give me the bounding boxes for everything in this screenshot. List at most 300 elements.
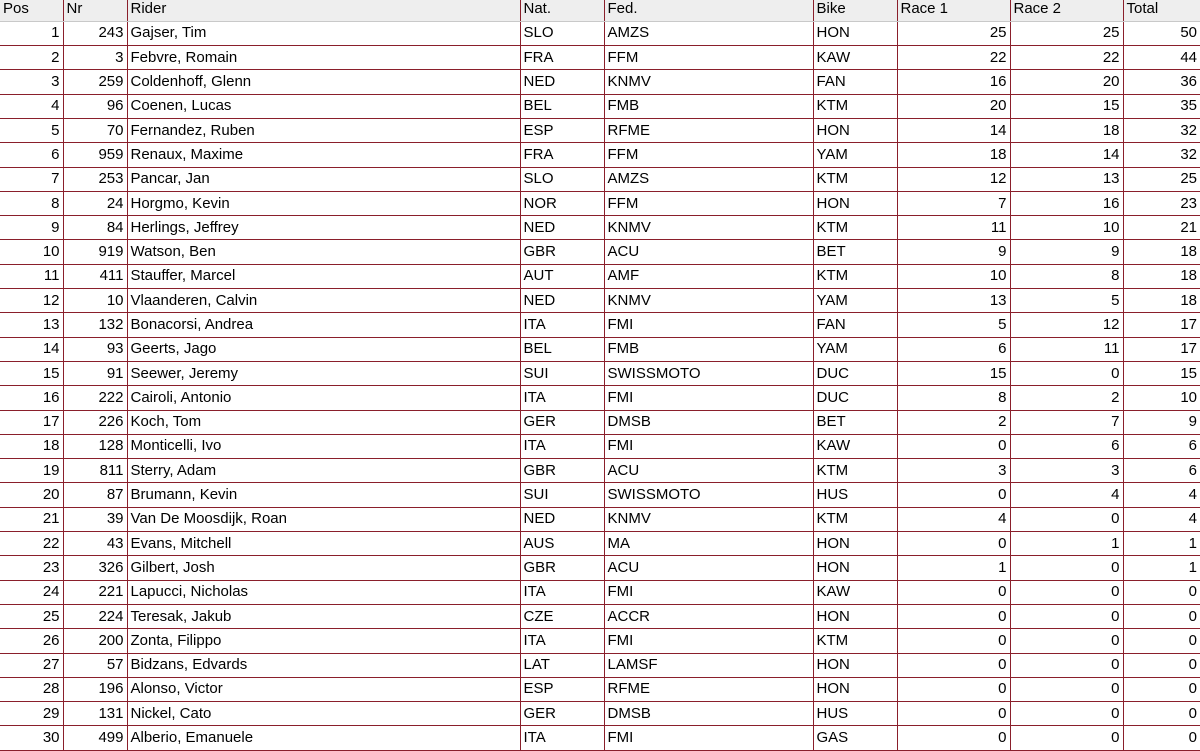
cell-pos: 9: [0, 216, 63, 240]
table-row: [0, 264, 1200, 288]
cell-nat: BEL: [520, 337, 604, 361]
cell-total: 0: [1123, 580, 1200, 604]
cell-nr: 919: [63, 240, 127, 264]
cell-pos: 22: [0, 532, 63, 556]
cell-rider: Van De Moosdijk, Roan: [127, 507, 520, 531]
cell-pos: 19: [0, 459, 63, 483]
table-row: [0, 143, 1200, 167]
cell-rider: Alberio, Emanuele: [127, 726, 520, 750]
cell-race2: 15: [1010, 94, 1123, 118]
cell-nat: FRA: [520, 143, 604, 167]
cell-pos: 3: [0, 70, 63, 94]
cell-pos: 15: [0, 361, 63, 385]
cell-race2: 5: [1010, 289, 1123, 313]
cell-pos: 28: [0, 677, 63, 701]
table-row: [0, 653, 1200, 677]
cell-pos: 6: [0, 143, 63, 167]
table-row: [0, 167, 1200, 191]
cell-race2: 2: [1010, 386, 1123, 410]
header-total: Total: [1123, 0, 1200, 21]
cell-race2: 10: [1010, 216, 1123, 240]
cell-bike: KTM: [813, 459, 897, 483]
results-body: [0, 21, 1200, 750]
table-row: [0, 702, 1200, 726]
cell-fed: KNMV: [604, 216, 813, 240]
cell-race2: 1: [1010, 532, 1123, 556]
cell-race2: 6: [1010, 434, 1123, 458]
cell-nr: 84: [63, 216, 127, 240]
cell-rider: Nickel, Cato: [127, 702, 520, 726]
cell-rider: Vlaanderen, Calvin: [127, 289, 520, 313]
cell-fed: RFME: [604, 677, 813, 701]
cell-nr: 57: [63, 653, 127, 677]
cell-race2: 0: [1010, 361, 1123, 385]
cell-nr: 43: [63, 532, 127, 556]
cell-rider: Renaux, Maxime: [127, 143, 520, 167]
table-row: [0, 580, 1200, 604]
cell-race2: 3: [1010, 459, 1123, 483]
cell-fed: AMZS: [604, 167, 813, 191]
cell-race1: 4: [897, 507, 1010, 531]
cell-nat: SUI: [520, 483, 604, 507]
cell-race1: 12: [897, 167, 1010, 191]
table-row: [0, 191, 1200, 215]
header-bike: Bike: [813, 0, 897, 21]
cell-total: 4: [1123, 483, 1200, 507]
table-row: [0, 118, 1200, 142]
cell-nr: 87: [63, 483, 127, 507]
cell-nr: 499: [63, 726, 127, 750]
table-row: [0, 70, 1200, 94]
cell-bike: YAM: [813, 337, 897, 361]
cell-race2: 9: [1010, 240, 1123, 264]
cell-total: 4: [1123, 507, 1200, 531]
cell-bike: HON: [813, 118, 897, 142]
cell-race1: 18: [897, 143, 1010, 167]
cell-nr: 24: [63, 191, 127, 215]
cell-nr: 222: [63, 386, 127, 410]
cell-race1: 14: [897, 118, 1010, 142]
table-row: [0, 337, 1200, 361]
cell-nat: NOR: [520, 191, 604, 215]
cell-race2: 0: [1010, 604, 1123, 628]
cell-bike: KTM: [813, 216, 897, 240]
cell-race1: 0: [897, 653, 1010, 677]
cell-bike: HON: [813, 677, 897, 701]
cell-nr: 70: [63, 118, 127, 142]
cell-fed: FMI: [604, 629, 813, 653]
table-row: [0, 410, 1200, 434]
cell-fed: FMI: [604, 726, 813, 750]
cell-race1: 0: [897, 726, 1010, 750]
cell-nr: 93: [63, 337, 127, 361]
cell-rider: Horgmo, Kevin: [127, 191, 520, 215]
cell-race1: 0: [897, 702, 1010, 726]
cell-race2: 16: [1010, 191, 1123, 215]
cell-nr: 196: [63, 677, 127, 701]
cell-total: 18: [1123, 289, 1200, 313]
cell-nat: NED: [520, 216, 604, 240]
cell-nr: 39: [63, 507, 127, 531]
cell-race2: 8: [1010, 264, 1123, 288]
cell-nat: LAT: [520, 653, 604, 677]
header-nat: Nat.: [520, 0, 604, 21]
cell-race2: 12: [1010, 313, 1123, 337]
cell-pos: 21: [0, 507, 63, 531]
cell-bike: KTM: [813, 167, 897, 191]
cell-fed: RFME: [604, 118, 813, 142]
cell-rider: Coenen, Lucas: [127, 94, 520, 118]
cell-pos: 8: [0, 191, 63, 215]
cell-pos: 25: [0, 604, 63, 628]
cell-total: 9: [1123, 410, 1200, 434]
cell-nat: ESP: [520, 118, 604, 142]
cell-fed: FMB: [604, 94, 813, 118]
cell-nr: 811: [63, 459, 127, 483]
cell-race2: 0: [1010, 653, 1123, 677]
cell-bike: KAW: [813, 434, 897, 458]
cell-fed: AMZS: [604, 21, 813, 45]
header-pos: Pos: [0, 0, 63, 21]
table-row: [0, 386, 1200, 410]
table-row: [0, 21, 1200, 45]
cell-race2: 4: [1010, 483, 1123, 507]
table-row: [0, 94, 1200, 118]
cell-pos: 24: [0, 580, 63, 604]
cell-rider: Bonacorsi, Andrea: [127, 313, 520, 337]
cell-race1: 8: [897, 386, 1010, 410]
cell-bike: FAN: [813, 70, 897, 94]
cell-total: 0: [1123, 677, 1200, 701]
cell-fed: ACU: [604, 556, 813, 580]
cell-nat: SLO: [520, 167, 604, 191]
cell-nr: 3: [63, 46, 127, 70]
cell-race1: 15: [897, 361, 1010, 385]
cell-fed: SWISSMOTO: [604, 361, 813, 385]
cell-rider: Koch, Tom: [127, 410, 520, 434]
cell-nr: 224: [63, 604, 127, 628]
cell-pos: 1: [0, 21, 63, 45]
cell-bike: HUS: [813, 483, 897, 507]
cell-race1: 0: [897, 604, 1010, 628]
cell-total: 17: [1123, 313, 1200, 337]
cell-bike: DUC: [813, 386, 897, 410]
cell-nat: SUI: [520, 361, 604, 385]
cell-total: 44: [1123, 46, 1200, 70]
cell-bike: HON: [813, 556, 897, 580]
cell-fed: FFM: [604, 46, 813, 70]
cell-total: 35: [1123, 94, 1200, 118]
cell-total: 1: [1123, 556, 1200, 580]
cell-bike: BET: [813, 240, 897, 264]
cell-rider: Monticelli, Ivo: [127, 434, 520, 458]
cell-fed: ACU: [604, 240, 813, 264]
cell-race2: 11: [1010, 337, 1123, 361]
cell-rider: Lapucci, Nicholas: [127, 580, 520, 604]
cell-nr: 259: [63, 70, 127, 94]
cell-nat: NED: [520, 507, 604, 531]
cell-bike: HUS: [813, 702, 897, 726]
table-row: [0, 629, 1200, 653]
cell-race1: 0: [897, 677, 1010, 701]
cell-race2: 0: [1010, 507, 1123, 531]
cell-total: 0: [1123, 702, 1200, 726]
cell-nr: 959: [63, 143, 127, 167]
cell-pos: 18: [0, 434, 63, 458]
cell-total: 0: [1123, 629, 1200, 653]
cell-total: 18: [1123, 264, 1200, 288]
cell-pos: 11: [0, 264, 63, 288]
cell-fed: FFM: [604, 191, 813, 215]
cell-pos: 16: [0, 386, 63, 410]
cell-rider: Febvre, Romain: [127, 46, 520, 70]
cell-race2: 14: [1010, 143, 1123, 167]
cell-rider: Alonso, Victor: [127, 677, 520, 701]
cell-nat: ITA: [520, 580, 604, 604]
cell-total: 6: [1123, 459, 1200, 483]
table-row: [0, 726, 1200, 750]
header-fed: Fed.: [604, 0, 813, 21]
cell-bike: HON: [813, 653, 897, 677]
cell-fed: DMSB: [604, 410, 813, 434]
cell-total: 25: [1123, 167, 1200, 191]
cell-nr: 253: [63, 167, 127, 191]
cell-nr: 200: [63, 629, 127, 653]
cell-total: 50: [1123, 21, 1200, 45]
cell-fed: ACU: [604, 459, 813, 483]
cell-race2: 7: [1010, 410, 1123, 434]
cell-race2: 0: [1010, 629, 1123, 653]
cell-total: 32: [1123, 143, 1200, 167]
cell-race2: 0: [1010, 580, 1123, 604]
cell-race2: 13: [1010, 167, 1123, 191]
cell-bike: HON: [813, 604, 897, 628]
table-row: [0, 240, 1200, 264]
table-row: [0, 289, 1200, 313]
cell-rider: Herlings, Jeffrey: [127, 216, 520, 240]
cell-pos: 20: [0, 483, 63, 507]
cell-bike: HON: [813, 21, 897, 45]
cell-bike: KTM: [813, 94, 897, 118]
cell-pos: 26: [0, 629, 63, 653]
cell-race2: 18: [1010, 118, 1123, 142]
cell-total: 18: [1123, 240, 1200, 264]
cell-race1: 5: [897, 313, 1010, 337]
cell-total: 15: [1123, 361, 1200, 385]
table-row: [0, 483, 1200, 507]
cell-pos: 4: [0, 94, 63, 118]
cell-rider: Zonta, Filippo: [127, 629, 520, 653]
cell-total: 36: [1123, 70, 1200, 94]
cell-rider: Bidzans, Edvards: [127, 653, 520, 677]
cell-bike: FAN: [813, 313, 897, 337]
cell-nat: GER: [520, 410, 604, 434]
table-row: [0, 677, 1200, 701]
cell-fed: KNMV: [604, 289, 813, 313]
cell-race1: 0: [897, 434, 1010, 458]
cell-nr: 411: [63, 264, 127, 288]
cell-fed: FMI: [604, 580, 813, 604]
header-race2: Race 2: [1010, 0, 1123, 21]
cell-fed: KNMV: [604, 70, 813, 94]
cell-race1: 9: [897, 240, 1010, 264]
cell-bike: HON: [813, 532, 897, 556]
cell-fed: FMI: [604, 386, 813, 410]
cell-bike: KAW: [813, 580, 897, 604]
header-nr: Nr: [63, 0, 127, 21]
cell-race2: 0: [1010, 677, 1123, 701]
table-row: [0, 532, 1200, 556]
cell-nr: 221: [63, 580, 127, 604]
cell-nat: BEL: [520, 94, 604, 118]
cell-bike: KTM: [813, 507, 897, 531]
cell-total: 0: [1123, 726, 1200, 750]
cell-bike: KTM: [813, 629, 897, 653]
cell-rider: Geerts, Jago: [127, 337, 520, 361]
cell-nat: NED: [520, 70, 604, 94]
cell-bike: HON: [813, 191, 897, 215]
cell-nr: 226: [63, 410, 127, 434]
cell-race1: 10: [897, 264, 1010, 288]
cell-bike: BET: [813, 410, 897, 434]
cell-pos: 5: [0, 118, 63, 142]
cell-rider: Gajser, Tim: [127, 21, 520, 45]
cell-nr: 10: [63, 289, 127, 313]
cell-pos: 2: [0, 46, 63, 70]
cell-race1: 2: [897, 410, 1010, 434]
cell-fed: MA: [604, 532, 813, 556]
cell-fed: FMI: [604, 313, 813, 337]
cell-nr: 131: [63, 702, 127, 726]
cell-race2: 0: [1010, 556, 1123, 580]
table-row: [0, 434, 1200, 458]
cell-rider: Teresak, Jakub: [127, 604, 520, 628]
cell-race2: 0: [1010, 702, 1123, 726]
cell-race1: 16: [897, 70, 1010, 94]
cell-fed: FFM: [604, 143, 813, 167]
cell-nat: ITA: [520, 726, 604, 750]
cell-race1: 6: [897, 337, 1010, 361]
cell-bike: YAM: [813, 289, 897, 313]
cell-nat: AUT: [520, 264, 604, 288]
cell-race1: 0: [897, 532, 1010, 556]
cell-total: 0: [1123, 604, 1200, 628]
cell-rider: Stauffer, Marcel: [127, 264, 520, 288]
cell-rider: Sterry, Adam: [127, 459, 520, 483]
cell-pos: 29: [0, 702, 63, 726]
table-row: [0, 361, 1200, 385]
cell-bike: YAM: [813, 143, 897, 167]
header-race1: Race 1: [897, 0, 1010, 21]
cell-pos: 14: [0, 337, 63, 361]
cell-total: 21: [1123, 216, 1200, 240]
cell-nat: ITA: [520, 629, 604, 653]
cell-nat: GBR: [520, 459, 604, 483]
cell-total: 17: [1123, 337, 1200, 361]
cell-fed: FMB: [604, 337, 813, 361]
cell-nat: ITA: [520, 386, 604, 410]
cell-nr: 243: [63, 21, 127, 45]
cell-nr: 96: [63, 94, 127, 118]
table-row: [0, 313, 1200, 337]
cell-nr: 128: [63, 434, 127, 458]
cell-fed: ACCR: [604, 604, 813, 628]
cell-nat: CZE: [520, 604, 604, 628]
cell-total: 0: [1123, 653, 1200, 677]
cell-pos: 17: [0, 410, 63, 434]
cell-rider: Watson, Ben: [127, 240, 520, 264]
table-row: [0, 507, 1200, 531]
cell-rider: Evans, Mitchell: [127, 532, 520, 556]
cell-pos: 30: [0, 726, 63, 750]
cell-race1: 25: [897, 21, 1010, 45]
cell-nat: ITA: [520, 313, 604, 337]
cell-nr: 132: [63, 313, 127, 337]
cell-pos: 12: [0, 289, 63, 313]
cell-nat: SLO: [520, 21, 604, 45]
cell-race1: 11: [897, 216, 1010, 240]
cell-nat: GER: [520, 702, 604, 726]
cell-total: 32: [1123, 118, 1200, 142]
table-row: [0, 216, 1200, 240]
cell-race1: 22: [897, 46, 1010, 70]
cell-total: 1: [1123, 532, 1200, 556]
header-rider: Rider: [127, 0, 520, 21]
cell-rider: Fernandez, Ruben: [127, 118, 520, 142]
cell-fed: KNMV: [604, 507, 813, 531]
cell-nat: FRA: [520, 46, 604, 70]
cell-nat: AUS: [520, 532, 604, 556]
cell-total: 23: [1123, 191, 1200, 215]
cell-fed: AMF: [604, 264, 813, 288]
cell-fed: DMSB: [604, 702, 813, 726]
cell-bike: DUC: [813, 361, 897, 385]
table-row: [0, 556, 1200, 580]
cell-race1: 20: [897, 94, 1010, 118]
cell-rider: Brumann, Kevin: [127, 483, 520, 507]
cell-pos: 23: [0, 556, 63, 580]
cell-race2: 25: [1010, 21, 1123, 45]
cell-pos: 13: [0, 313, 63, 337]
cell-bike: GAS: [813, 726, 897, 750]
cell-total: 10: [1123, 386, 1200, 410]
cell-race1: 7: [897, 191, 1010, 215]
cell-race1: 1: [897, 556, 1010, 580]
cell-rider: Seewer, Jeremy: [127, 361, 520, 385]
cell-race2: 0: [1010, 726, 1123, 750]
header-row: [0, 0, 1200, 21]
cell-nat: ITA: [520, 434, 604, 458]
table-row: [0, 604, 1200, 628]
cell-race1: 0: [897, 483, 1010, 507]
cell-race1: 3: [897, 459, 1010, 483]
cell-rider: Coldenhoff, Glenn: [127, 70, 520, 94]
cell-race1: 13: [897, 289, 1010, 313]
cell-pos: 7: [0, 167, 63, 191]
cell-fed: SWISSMOTO: [604, 483, 813, 507]
cell-rider: Cairoli, Antonio: [127, 386, 520, 410]
table-row: [0, 46, 1200, 70]
cell-race2: 20: [1010, 70, 1123, 94]
cell-bike: KTM: [813, 264, 897, 288]
cell-pos: 27: [0, 653, 63, 677]
cell-total: 6: [1123, 434, 1200, 458]
cell-fed: FMI: [604, 434, 813, 458]
cell-race1: 0: [897, 629, 1010, 653]
cell-rider: Gilbert, Josh: [127, 556, 520, 580]
cell-bike: KAW: [813, 46, 897, 70]
cell-nr: 91: [63, 361, 127, 385]
